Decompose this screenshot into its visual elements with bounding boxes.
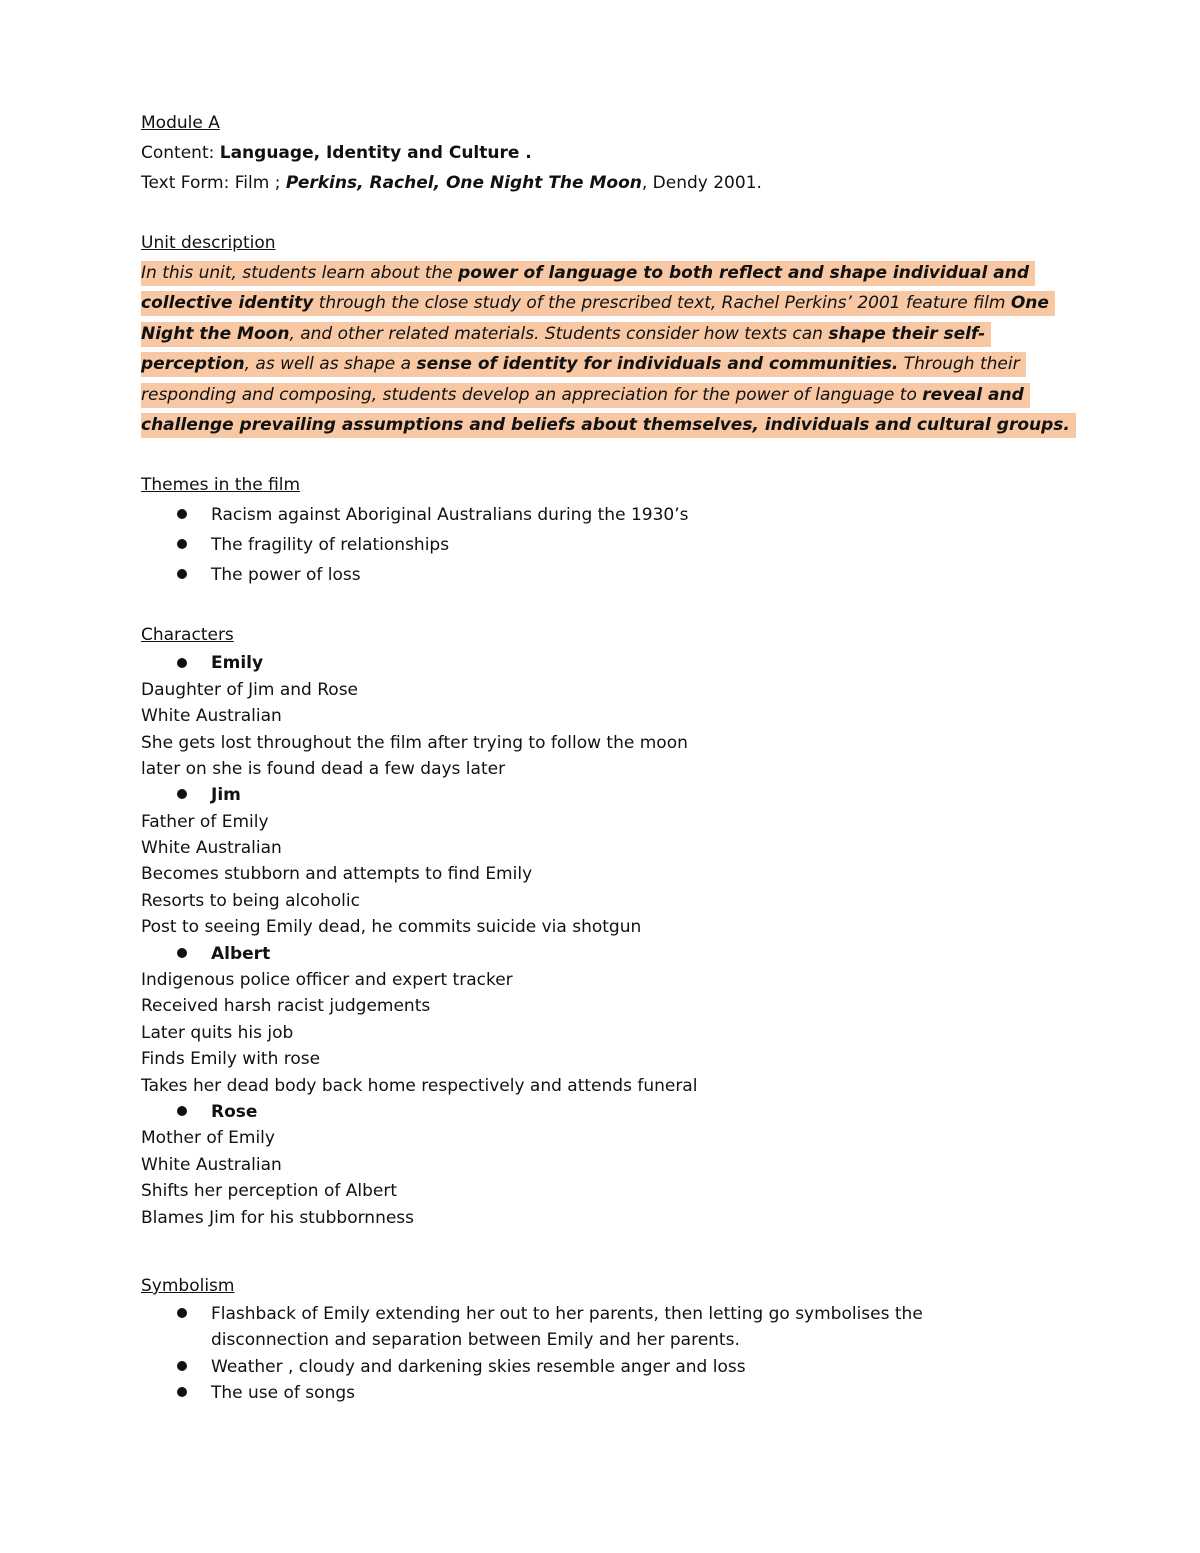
symbolism-heading: Symbolism — [141, 1275, 235, 1296]
emphasis-text: power of language to both reflect and shape individual and — [458, 263, 1029, 283]
character-detail: Indigenous police officer and expert tracker — [141, 970, 513, 991]
character-detail: She gets lost throughout the film after trying to follow the moon — [141, 732, 688, 753]
character-name-list — [141, 782, 1051, 808]
description-text: responding and composing, students develop an appreciation for the power of language to — [141, 384, 923, 405]
character-detail: Shifts her perception of Albert — [141, 1181, 398, 1202]
character-detail: Daughter of Jim and Rose — [141, 679, 359, 700]
character-detail: later on she is found dead a few days later — [141, 758, 506, 779]
symbolism-list — [141, 1301, 1051, 1407]
character-detail: Takes her dead body back home respectively and attends funeral — [141, 1075, 698, 1096]
unit-description-line — [141, 319, 1051, 349]
theme-item — [141, 500, 1051, 530]
description-text: Through their — [898, 354, 1020, 375]
bullet-icon — [177, 1387, 187, 1397]
description-text: In this unit, students learn about the — [141, 263, 459, 283]
character-detail: Later quits his job — [141, 1022, 294, 1043]
content-value: Language, Identity and Culture . — [219, 143, 532, 163]
text-form-tail: , Dendy 2001. — [641, 173, 762, 193]
bullet-icon — [177, 948, 187, 958]
character-name-text: Jim — [211, 785, 241, 806]
character-detail: Post to seeing Emily dead, he commits suicide via shotgun — [141, 917, 642, 938]
symbolism-item — [141, 1301, 1051, 1354]
character-detail: White Australian — [141, 1154, 282, 1175]
theme-item — [141, 560, 1051, 590]
bullet-icon — [177, 789, 187, 799]
theme-text: The power of loss — [211, 565, 361, 586]
themes-heading: Themes in the film — [141, 475, 301, 496]
bullet-icon — [177, 509, 187, 519]
character-name — [141, 941, 1051, 967]
text-form-label: Text Form: Film ; — [141, 173, 286, 193]
symbolism-item — [141, 1380, 1051, 1406]
themes-list — [141, 500, 1051, 590]
bullet-icon — [177, 569, 187, 579]
bullet-icon — [177, 658, 187, 668]
module-title: Module A — [141, 113, 220, 133]
unit-description-line — [141, 258, 1051, 288]
character-detail: Becomes stubborn and attempts to find Emily — [141, 864, 533, 885]
character-name-list — [141, 650, 1051, 676]
theme-item — [141, 530, 1051, 560]
highlight — [141, 261, 1035, 286]
text-form-line — [141, 168, 1051, 198]
highlight — [141, 291, 1055, 316]
bullet-icon — [177, 539, 187, 549]
theme-text: Racism against Aboriginal Australians during the 1930’s — [211, 505, 689, 526]
theme-text: The fragility of relationships — [211, 535, 450, 556]
text-form-title: Perkins, Rachel, One Night The Moon — [285, 173, 642, 193]
emphasis-text: sense of identity for individuals and communities. — [416, 354, 899, 375]
character-name-text: Albert — [211, 943, 271, 964]
character-name — [141, 650, 1051, 676]
character-name-text: Rose — [211, 1101, 258, 1122]
character-detail: Resorts to being alcoholic — [141, 890, 360, 911]
bullet-icon — [177, 1106, 187, 1116]
character-detail: Finds Emily with rose — [141, 1049, 321, 1070]
content-label: Content: — [141, 143, 220, 163]
symbolism-text: disconnection and separation between Emily and her parents. — [211, 1330, 740, 1351]
unit-description-line — [141, 410, 1070, 440]
characters-list — [141, 650, 1051, 1231]
highlight — [141, 413, 1076, 438]
symbolism-item — [141, 1354, 1051, 1380]
character-name-list — [141, 941, 1051, 967]
unit-description-line — [141, 288, 1051, 318]
emphasis-text: Night the Moon — [141, 323, 290, 344]
symbolism-text: The use of songs — [211, 1383, 355, 1404]
bullet-icon — [177, 1308, 187, 1318]
description-text: through the close study of the prescribed text, Rachel Perkins’ 2001 feature film — [313, 293, 1011, 314]
character-detail: Mother of Emily — [141, 1128, 275, 1149]
symbolism-text: Weather , cloudy and darkening skies resemble anger and loss — [211, 1356, 746, 1377]
bullet-icon — [177, 1361, 187, 1371]
unit-description-heading: Unit description — [141, 233, 276, 253]
character-detail: White Australian — [141, 706, 282, 727]
content-line — [141, 138, 1051, 168]
document-page — [141, 108, 1070, 1407]
symbolism-text: Flashback of Emily extending her out to her parents, then letting go symbolises the — [211, 1303, 923, 1324]
unit-description-line — [141, 380, 1051, 410]
emphasis-text: perception — [141, 354, 245, 375]
emphasis-text: One — [1010, 293, 1049, 314]
highlight — [141, 322, 991, 347]
character-detail: Father of Emily — [141, 811, 269, 832]
emphasis-text: shape their self- — [828, 323, 986, 344]
character-name-text: Emily — [211, 653, 264, 674]
characters-heading: Characters — [141, 625, 234, 646]
unit-description-line — [141, 349, 1051, 379]
unit-description-text — [141, 258, 1070, 440]
character-name-list — [141, 1099, 1051, 1125]
emphasis-text: challenge prevailing assumptions and beliefs about themselves, individuals and cultural groups. — [141, 414, 1070, 435]
character-detail: Blames Jim for his stubbornness — [141, 1207, 415, 1228]
character-name — [141, 782, 1051, 808]
description-text: , as well as shape a — [244, 354, 417, 375]
character-detail: White Australian — [141, 838, 282, 859]
emphasis-text: collective identity — [141, 293, 314, 314]
highlight — [141, 352, 1026, 377]
description-text: , and other related materials. Students consider how texts can — [289, 323, 829, 344]
emphasis-text: reveal and — [922, 384, 1024, 405]
character-name — [141, 1099, 1051, 1125]
highlight — [141, 383, 1030, 408]
character-detail: Received harsh racist judgements — [141, 996, 431, 1017]
